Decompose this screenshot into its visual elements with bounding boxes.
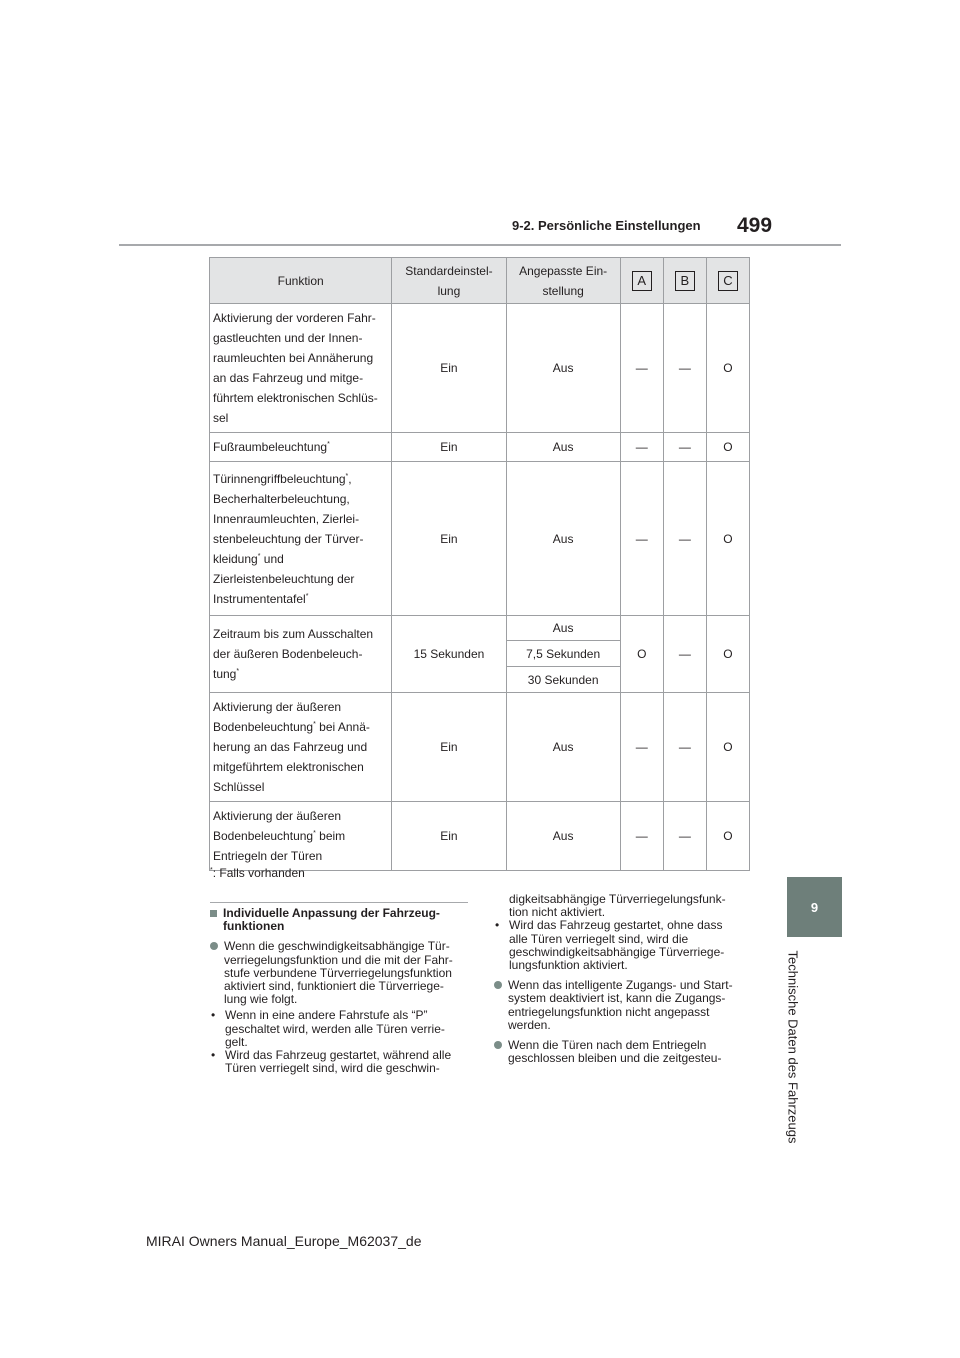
cell-a: — — [620, 462, 663, 616]
text-column-right — [494, 893, 756, 1068]
col-header-a: A — [620, 258, 663, 304]
subsection-heading: Individuelle Anpassung der Fahrzeug- funktionen — [210, 907, 472, 933]
default-cell: Ein — [392, 462, 506, 616]
circle-bullet-icon — [210, 942, 218, 950]
chapter-number: 9 — [810, 899, 819, 915]
table-row — [210, 462, 750, 616]
table-header-row — [210, 258, 750, 304]
col-header-function: Funktion — [210, 258, 392, 304]
dash-item: • Wenn in eine andere Fahrstufe als “P” geschaltet wird, werden alle Türen verrie- gelt. — [211, 1008, 445, 1049]
chapter-tab — [787, 877, 842, 937]
table-row — [210, 693, 750, 802]
header-rule — [119, 244, 841, 246]
function-cell: Aktivierung der äußeren Bodenbeleuchtung* bei Annä- herung an das Fahrzeug und mitgeführtem elektronischen Schlüssel — [210, 693, 392, 802]
page-number: 499 — [737, 214, 773, 237]
function-cell: Aktivierung der vorderen Fahr- gastleuchten und der Innen- raumleuchten bei Annäherung an das Fahrzeug und mitge- führtem elektronischen Schlüs- sel — [210, 304, 392, 433]
default-cell: Ein — [392, 693, 506, 802]
custom-cell: Aus — [506, 304, 620, 433]
cell-a: — — [620, 304, 663, 433]
cell-b: — — [663, 616, 706, 693]
circle-bullet-icon — [494, 1041, 502, 1049]
col-header-c: C — [706, 258, 749, 304]
table-row — [210, 433, 750, 462]
chapter-label — [760, 942, 826, 1152]
function-cell: Zeitraum bis zum Ausschalten der äußeren Bodenbeleuch- tung* — [210, 616, 392, 693]
custom-option: 7,5 Sekunden — [506, 641, 620, 667]
custom-option: Aus — [506, 616, 620, 641]
square-bullet-icon — [210, 910, 217, 917]
custom-cell: Aus — [506, 693, 620, 802]
footer-text: MIRAI Owners Manual_Europe_M62037_de — [146, 1233, 422, 1249]
cell-a: — — [620, 802, 663, 871]
bullet-item: Wenn die geschwindigkeitsabhängige Tür- verriegelungsfunktion und die mit der Fahr- stufe verbundene Türverriegelungsfunktion aktiviert sind, funktioniert die Türverriege- lung wie folgt. — [210, 940, 472, 1006]
cell-b: — — [663, 802, 706, 871]
section-title: 9-2. Persönliche Einstellungen — [512, 218, 701, 233]
col-header-b: B — [663, 258, 706, 304]
col-header-default — [392, 258, 506, 304]
cell-c: O — [706, 304, 749, 433]
cell-c: O — [706, 433, 749, 462]
section-rule — [210, 902, 468, 903]
cell-c: O — [706, 802, 749, 871]
custom-option: 30 Sekunden — [506, 667, 620, 693]
default-cell: Ein — [392, 802, 506, 871]
col-header-custom — [506, 258, 620, 304]
cell-b: — — [663, 304, 706, 433]
bullet-item: Wenn das intelligente Zugangs- und Start- system deaktiviert ist, kann die Zugangs- entriegelungsfunktion nicht angepasst werden. — [494, 979, 756, 1032]
cell-c: O — [706, 616, 749, 693]
dash-item-continued: digkeitsabhängige Türverriegelungsfunk- tion nicht aktiviert. — [509, 892, 726, 920]
circle-bullet-icon — [494, 981, 502, 989]
cell-c: O — [706, 693, 749, 802]
cell-b: — — [663, 693, 706, 802]
col-header-custom-text: Angepasste Ein- stellung — [519, 263, 608, 298]
function-cell: Fußraumbeleuchtung* — [210, 433, 392, 462]
default-cell: Ein — [392, 433, 506, 462]
table-row — [210, 616, 750, 641]
dash-item: • Wird das Fahrzeug gestartet, während alle Türen verriegelt sind, wird die geschwin- — [211, 1048, 452, 1076]
function-cell: Aktivierung der äußeren Bodenbeleuchtung* beim Entriegeln der Türen — [210, 802, 392, 871]
cell-b: — — [663, 433, 706, 462]
custom-cell: Aus — [506, 802, 620, 871]
cell-b: — — [663, 462, 706, 616]
cell-a: O — [620, 616, 663, 693]
custom-cell: Aus — [506, 462, 620, 616]
text-column-left — [210, 907, 472, 1075]
table-row — [210, 304, 750, 433]
function-cell: Türinnengriffbeleuchtung*, Becherhalterbeleuchtung, Innenraumleuchten, Zierlei- stenbeleuchtung der Türver- kleidung* und Zierleistenbeleuchtung der Instrumententafel* — [210, 462, 392, 616]
table-row — [210, 802, 750, 871]
cell-a: — — [620, 433, 663, 462]
table-footnote: *: Falls vorhanden — [210, 866, 305, 880]
cell-a: — — [620, 693, 663, 802]
col-header-default-text: Standardeinstel- lung — [405, 263, 493, 298]
bullet-item: Wenn die Türen nach dem Entriegeln geschlossen bleiben und die zeitgesteu- — [494, 1039, 756, 1065]
settings-table — [209, 257, 750, 871]
dash-item: • Wird das Fahrzeug gestartet, ohne dass alle Türen verriegelt sind, wird die geschwindigkeitsabhängige Türverriege- lungsfunktion aktiviert. — [495, 918, 725, 973]
chapter-label-text: Technische Daten des Fahrzeugs — [785, 950, 801, 1144]
default-cell: 15 Sekunden — [392, 616, 506, 693]
default-cell: Ein — [392, 304, 506, 433]
custom-cell: Aus — [506, 433, 620, 462]
cell-c: O — [706, 462, 749, 616]
